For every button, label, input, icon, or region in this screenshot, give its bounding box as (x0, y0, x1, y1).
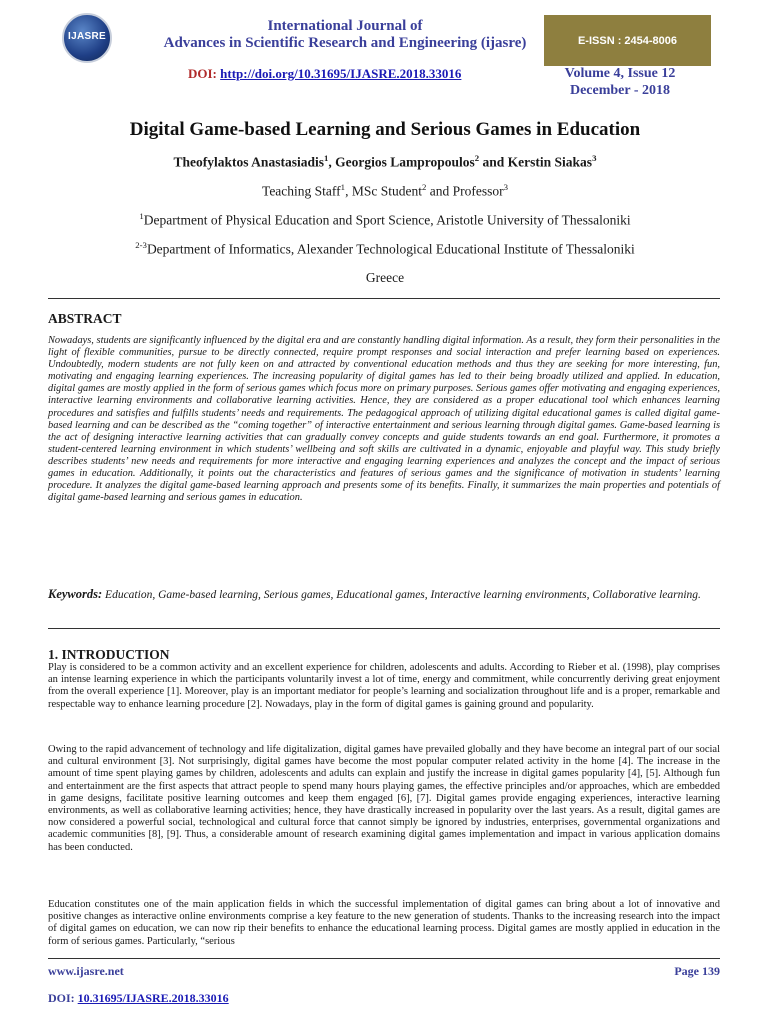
author-roles (40, 182, 730, 200)
author-3-sup: 3 (592, 153, 597, 163)
author-2-sup: 2 (474, 153, 480, 163)
journal-name-line1: International Journal of (267, 18, 423, 34)
keywords (48, 587, 720, 603)
role-sep: and (426, 183, 453, 199)
divider-bottom (48, 628, 720, 629)
intro-paragraph-1: Play is considered to be a common activity and an excellent experience for children, adolescents and adults. According to Rieber et al. (1998), play comprises an intense learning experience in which the participants voluntarily invest a lot of time, energy and commitment, while concurrently deriving great enjoyment from the overall experience [1]. Moreover, play is an important mediator for people’s learning and socialization throughout life and is a proper, remarkable and respectable way to enhance learning procedure [2]. Nowadays, play in the form of digital games is gaining ground and popularity. (48, 662, 720, 710)
journal-name-line2: Advances in Scientific Research and Engineering (ijasre) (163, 35, 527, 51)
issue-date: December - 2018 (569, 83, 671, 98)
journal-logo-text: IJASRE (68, 31, 106, 42)
footer-website[interactable]: www.ijasre.net (48, 964, 124, 978)
abstract-text: Nowadays, students are significantly influenced by the digital era and are constantly handling digital information. As a result, they form their personalities in the light of flexible communities, pursue to be directly connected, require prompt responses and social interaction and prefer learning based on experiences. Undoubtedly, modern students are not fully keen on and attracted by conventional education methods and thus they are seeking for more interesting, fun, motivating and engaging learning experiences. The increasing popularity of digital games has led to their being broadly utilized and applied. In education, digital games are mostly applied in the form of serious games which focus more on primary purposes. Serious games offer motivating and engaging experiences, interactive learning environments and collaborative learning activities. Hence, they are considered as a proper educational tool which enhances learning procedures and satisfies and fulfills students’ needs and requirements. The pedagogical approach of utilizing digital educational games is called digital game-based learning and can be described as the “coming together” of interactive entertainment and serious learning through digital games. Game-based learning is the act of designing interactive learning activities that can gradually convey concepts and guide students towards an end goal. Furthermore, it promotes a student-centered learning environment in which students’ wellbeing and soft skills are cultivated in a dynamic, enjoyable and playful way. This study briefly describes students’ new needs and requirements for more interactive and engaging learning experiences and analyzes the concept and the impact of serious games in education. Additionally, it points out the characteristics and features of serious games and the significance of motivation in students’ learning procedure. It analyzes the digital game-based learning approach and presents some of its benefits. Finally, it summarizes the main properties and potentials of digital game-based learning and serious games in education. (48, 335, 720, 504)
footer-doi (48, 991, 229, 1006)
intro-paragraph-3: Education constitutes one of the main application fields in which the successful implementation of digital games can bring about a lot of innovative and positive changes as interactive online environments comprise a key feature to the new generation of students. Thanks to the increasing research into the impact of digital games on education, we can now rip their benefits to enhance the educational learning process. Digital games are mostly applied in education in the form of serious games. Particularly, “serious (48, 899, 720, 947)
keywords-label: Keywords: (48, 587, 103, 601)
author-sep: , (328, 154, 336, 170)
issn-badge (544, 15, 711, 66)
doi-label: DOI: (188, 66, 217, 81)
affiliation-2 (40, 240, 730, 258)
author-3: Kerstin Siakas (507, 154, 593, 170)
affiliation-1-text: Department of Physical Education and Sport Science, Aristotle University of Thessaloniki (143, 212, 631, 228)
page-number: Page 139 (674, 964, 720, 978)
issn-text: E-ISSN : 2454-8006 (577, 34, 678, 47)
footer-doi-label: DOI: (48, 991, 78, 1005)
author-list (40, 153, 730, 171)
affiliation-1-sup: 1 (139, 211, 144, 221)
affiliation-1 (40, 211, 730, 229)
affiliation-2-text: Department of Informatics, Alexander Technological Educational Institute of Thessaloniki (146, 241, 635, 257)
author-2: Georgios Lampropoulos (335, 154, 475, 170)
role-1: Teaching Staff (262, 183, 341, 199)
role-1-sup: 1 (340, 182, 346, 192)
divider-top (48, 298, 720, 299)
abstract-heading: ABSTRACT (48, 311, 122, 326)
role-3: Professor (452, 183, 504, 199)
role-sep: , (345, 183, 352, 199)
keywords-text: Education, Game-based learning, Serious games, Educational games, Interactive learning environments, Collaborative learning. (102, 589, 701, 601)
author-1: Theofylaktos Anastasiadis (173, 154, 324, 170)
author-1-sup: 1 (323, 153, 329, 163)
author-sep: and (479, 154, 508, 170)
paper-title: Digital Game-based Learning and Serious Games in Education (129, 119, 641, 140)
country: Greece (365, 270, 405, 285)
affiliation-2-sup: 2-3 (135, 240, 147, 250)
footer-doi-link[interactable]: 10.31695/IJASRE.2018.33016 (77, 991, 229, 1005)
volume-issue: Volume 4, Issue 12 (564, 66, 676, 81)
introduction-heading: 1. INTRODUCTION (48, 647, 170, 662)
footer-divider (48, 958, 720, 959)
role-3-sup: 3 (503, 182, 508, 192)
doi-link[interactable]: http://doi.org/10.31695/IJASRE.2018.33016 (220, 66, 462, 81)
intro-paragraph-2: Owing to the rapid advancement of technology and life digitalization, digital games have prevailed globally and they have become an integral part of our social and cultural environment [3]. Not surprisingly, digital games have become the most popular computer related activity in the home [4]. The increase in the amount of time spent playing games by children, adolescents and adults can explain and justify the increase in digital games popularity [4], [5]. Although fun and entertainment are the first aspects that attract people to spend many hours playing games, the effective principles and/or approaches, which are embedded in game designs, facilitate positive learning outcomes and keep them engaged [6], [7]. Digital games provide engaging experiences, interactive learning environments, as well as collaborative learning activities; hence, they have drastically increased in popularity over the last years. As a result, digital games are now considered a powerful social, technological and cultural force that cannot simply be ignored by industries, enterprises, governmental organizations and academic communities [8], [9]. Thus, a considerable amount of research examining digital games implementation and impact in various application domains has been conducted. (48, 744, 720, 853)
header-doi (188, 66, 461, 82)
role-2-sup: 2 (421, 182, 427, 192)
role-2: MSc Student (351, 183, 422, 199)
